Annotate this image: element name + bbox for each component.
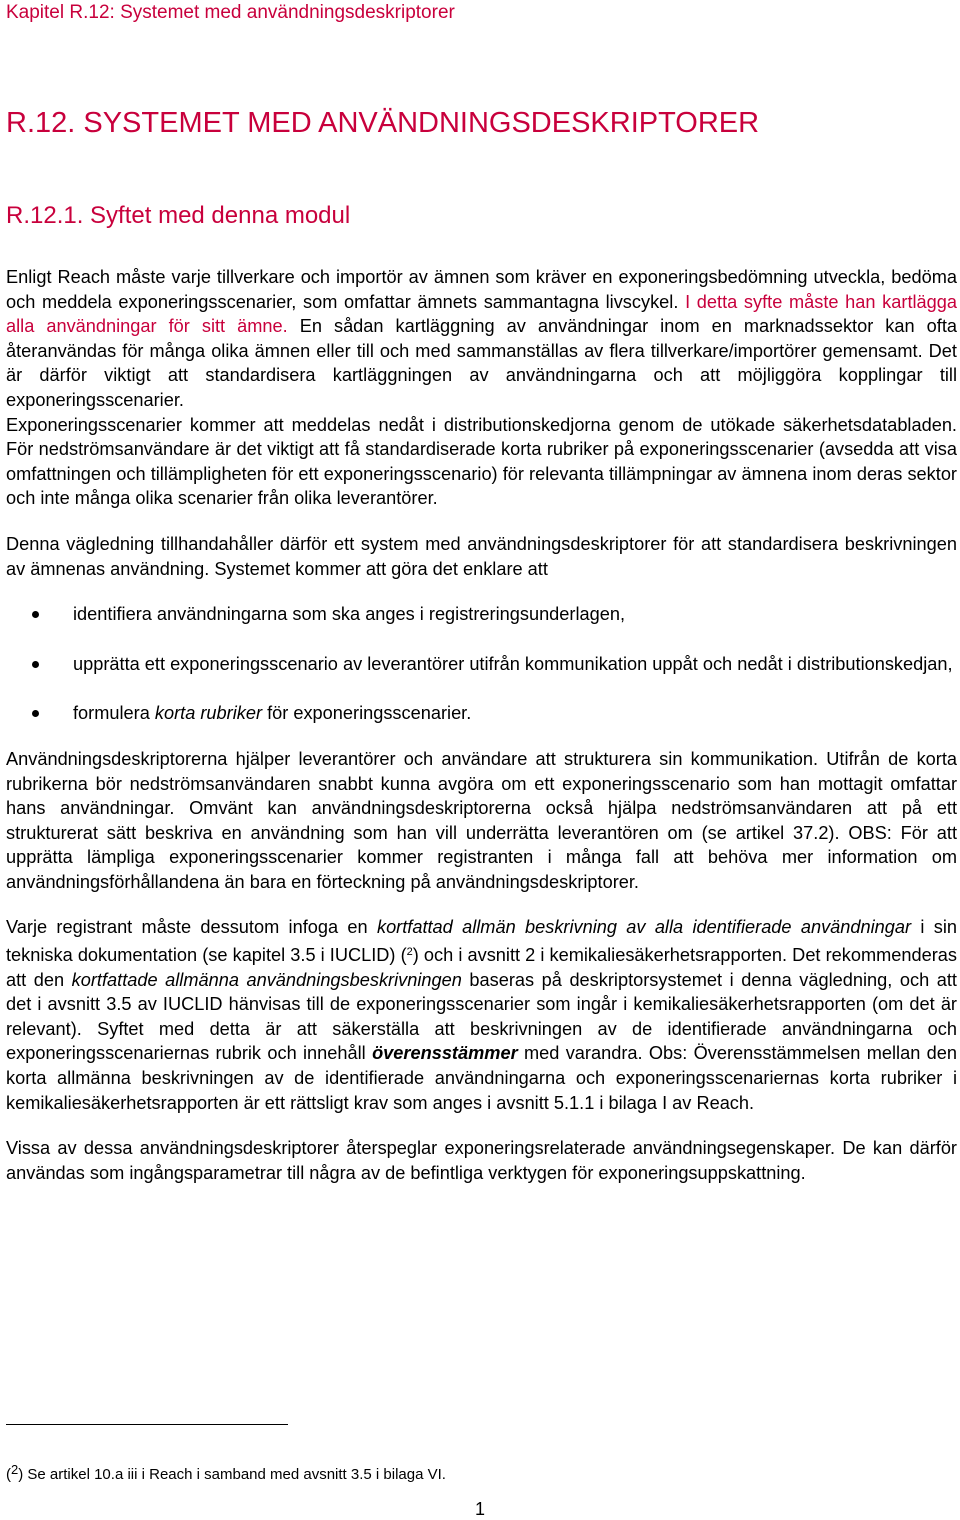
footnote-number: 2 [11, 1462, 19, 1477]
bullet-text-3-post: för exponeringsscenarier. [262, 703, 472, 724]
footnote [6, 1460, 446, 1485]
p1-sentence-5: Exponeringsscenarier kommer att meddelas nedåt i distributionskedjorna genom de utökade säkerhetsdatabladen. [6, 414, 957, 435]
p4-strong-emphasis: överensstämmer [372, 1043, 518, 1064]
p4-text-1: Varje registrant måste dessutom infoga en [6, 917, 377, 938]
bullet-text-1: identifiera användningarna som ska anges i registreringsunderlagen, [73, 604, 626, 625]
p1-sentence-3: En sådan kartläggning av användningar inom en marknadssektor kan ofta återanvändas för många olika ämnen eller till och med sammanställas av flera tillverkare/importörer gemensamt. [6, 316, 957, 361]
bullet-icon [32, 661, 39, 668]
running-header: Kapitel R.12: Systemet med användningsdeskriptorer [6, 2, 455, 23]
footnote-ref[interactable]: 2 [406, 946, 413, 959]
p4-emphasis-1: kortfattad allmän beskrivning av alla identifierade användningar [376, 917, 912, 938]
bullet-icon [32, 611, 39, 618]
section-title: R.12.1. Syftet med denna modul [6, 202, 351, 229]
p2-sentence-1: Denna vägledning tillhandahåller därför ett system med användningsdeskriptorer för att standardisera beskrivningen av ämnenas användning. [6, 533, 957, 579]
p4-text-5: med varandra. Obs: Överensstämmelsen mellan den korta allmänna beskrivningen av de identifierade användningarna och exponeringsscenariernas korta rubriker i kemikaliesäkerhetsrapporten är ett rättsligt krav som anges i avsnitt 5.1.1 i bilaga I av Reach. [6, 1043, 957, 1113]
p1-sentence-4: Det är därför viktigt att standardisera kartläggningen av användningarna och att möjliggöra kopplingar till exponeringsscenarier. [6, 340, 957, 410]
paragraph-1 [6, 265, 957, 511]
footnote-text: ) Se artikel 10.a iii i Reach i samband med avsnitt 3.5 i bilaga VI. [18, 1466, 446, 1483]
p2-sentence-2: Systemet kommer att göra det enklare att [214, 558, 548, 579]
p4-emphasis-2: kortfattade allmänna användningsbeskrivningen [71, 969, 462, 990]
p4-text-3: ) och i avsnitt 2 i kemikaliesäkerhetsrapporten. Det rekommenderas att den [6, 945, 957, 990]
p4-text-4: baseras på deskriptorsystemet i denna vägledning, och att det i avsnitt 3.5 av IUCLID hänvisas till de exponeringsscenarier som ingår i kemikaliesäkerhetsrapporten (om det är relevant). Syftet med detta är att säkerställa att beskrivningen av de identifierade användningarna och exponeringsscenariernas rubrik och innehåll [6, 969, 957, 1064]
paragraph-3: Användningsdeskriptorerna hjälper leverantörer och användare att strukturera sin kommunikation. Utifrån de korta rubrikerna bör nedströmsanvändaren snabbt kunna avgöra om ett exponeringsscenario som han mottagit omfattar hans användningar. Omvänt kan användningsdeskriptorerna också hjälpa nedströmsanvändaren att på ett strukturerat sätt beskriva en användning som han vill underrätta leverantören om (se artikel 37.2). OBS: För att upprätta lämpliga exponeringsscenarier kommer registranten i många fall att behöva mer information om användningsförhållandena än bara en förteckning på användningsdeskriptorer. [6, 748, 957, 892]
list-item [6, 602, 957, 627]
list-item [6, 652, 957, 677]
bullet-text-3-pre: formulera [73, 703, 155, 724]
paragraph-4 [6, 915, 957, 1115]
page-number: 1 [474, 1499, 485, 1519]
footnote-open: ( [6, 1466, 11, 1483]
p1-sentence-2: I detta syfte måste han kartlägga alla användningar för sitt ämne. [6, 291, 957, 337]
p1-sentence-6: För nedströmsanvändare är det viktigt att få standardiserade korta rubriker på exponeringsscenarier (avsedda att visa omfattningen och tillämpligheten för ett exponeringsscenario) för relevanta tillämpningar av ämnena inom deras sektor och inte många olika scenarier från olika leverantörer. [6, 439, 957, 509]
chapter-title: R.12. SYSTEMET MED ANVÄNDNINGSDESKRIPTORER [6, 107, 760, 139]
bullet-icon [32, 710, 39, 717]
p4-text-2: i sin tekniska dokumentation (se kapitel 3.5 i IUCLID) ( [6, 917, 957, 966]
paragraph-2 [6, 532, 957, 581]
list-item [6, 701, 957, 726]
paragraph-5: Vissa av dessa användningsdeskriptorer återspeglar exponeringsrelaterade användningsegenskaper. De kan därför användas som ingångsparametrar till några av de befintliga verktygen för exponeringsuppskattning. [6, 1138, 957, 1183]
p1-sentence-1: Enligt Reach måste varje tillverkare och importör av ämnen som kräver en exponeringsbedömning utveckla, bedöma och meddela exponeringsscenarier, som omfattar ämnets sammantagna livscykel. [6, 267, 957, 312]
bullet-list [6, 602, 957, 726]
bullet-text-2: upprätta ett exponeringsscenario av leverantörer utifrån kommunikation uppåt och nedåt i distributionskedjan, [73, 653, 953, 674]
bullet-text-3-emphasis: korta rubriker [154, 703, 263, 724]
footnote-divider [6, 1424, 288, 1425]
body-text [6, 265, 957, 1185]
